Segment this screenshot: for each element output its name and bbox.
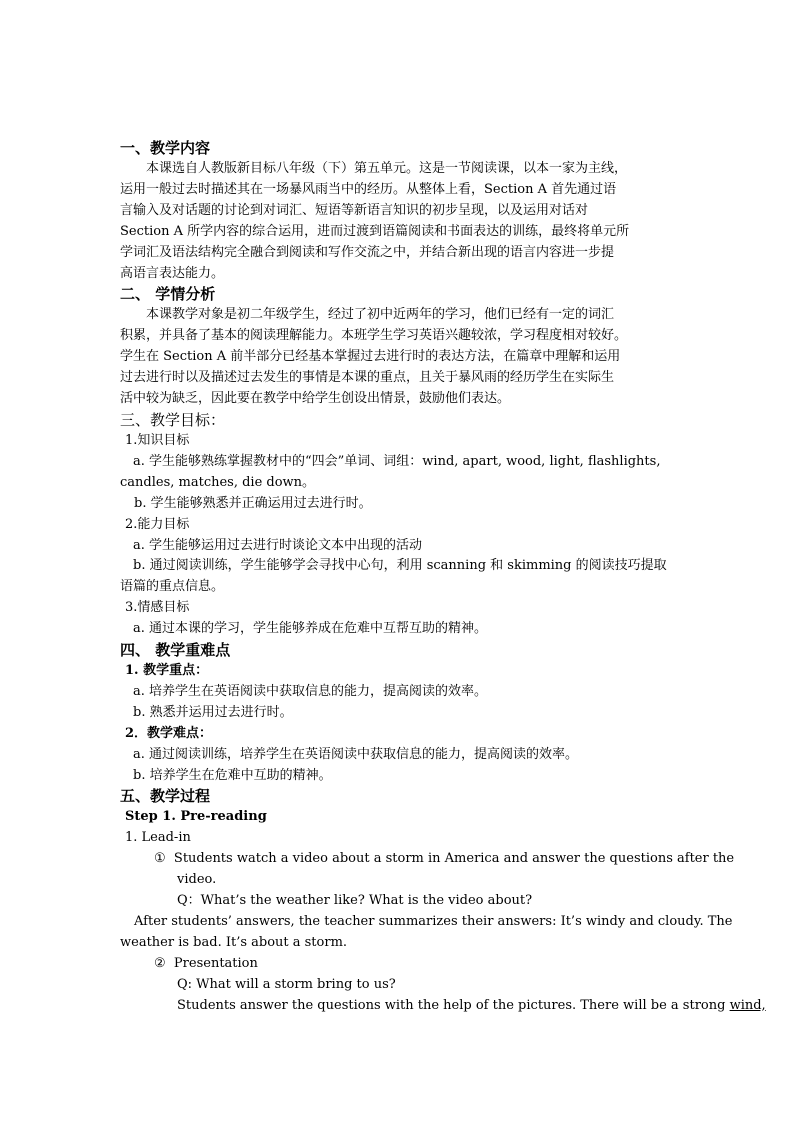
document-page: [120, 138, 766, 1017]
objective-heading: 2.能力目标: [125, 516, 190, 532]
paragraph-line: 学词汇及语法结构完全融合到阅读和写作交流之中，并结合新出现的语言内容进一步提: [120, 244, 615, 260]
difficult-point-item: b. 培养学生在危难中互助的精神。: [133, 767, 332, 783]
difficult-point-item: a. 通过阅读训练，培养学生在英语阅读中获取信息的能力，提高阅读的效率。: [133, 746, 579, 762]
section-title-content: 一、教学内容: [120, 139, 211, 157]
step-item: 1. Lead-in: [125, 830, 191, 846]
step-heading: Step 1. Pre-reading: [125, 809, 267, 825]
question-line: Q: What will a storm bring to us?: [177, 976, 396, 992]
paragraph-line: 过去进行时以及描述过去发生的事情是本课的重点，且关于暴风雨的经历学生在实际生: [120, 370, 615, 386]
objective-heading: 1.知识目标: [125, 432, 190, 448]
section-title-students: 二、 学情分析: [120, 285, 216, 304]
section-title-process: 五、教学过程: [120, 787, 211, 806]
paragraph-line: weather is bad. It’s about a storm.: [120, 934, 348, 950]
paragraph-line: 活中较为缺乏，因此要在教学中给学生创设出情景，鼓励他们表达。: [120, 391, 511, 407]
objective-item: b. 学生能够熟悉并正确运用过去进行时。: [134, 495, 372, 511]
objective-item: b. 通过阅读训练，学生能够学会寻找中心句，利用 scanning 和 skimming 的阅读技巧提取: [133, 558, 667, 574]
objective-item-cont: candles, matches, die down。: [120, 474, 316, 490]
paragraph-line: [120, 996, 766, 1017]
section-title-objectives: 三、教学目标：: [120, 410, 226, 429]
circled-item: [120, 849, 735, 870]
paragraph-line: 本课教学对象是初二年级学生，经过了初中近两年的学习，他们已经有一定的词汇: [146, 307, 615, 323]
paragraph-line: 高语言表达能力。: [120, 265, 225, 281]
paragraph-line: 学生在 Section A 前半部分已经基本掌握过去进行时的表达方法，在篇章中理解和运用: [120, 349, 621, 365]
difficult-point-heading: 2．教学难点：: [125, 725, 213, 741]
objective-item: a. 通过本课的学习，学生能够养成在危难中互帮互助的精神。: [133, 621, 488, 637]
objective-heading: 3.情感目标: [125, 600, 190, 616]
objective-item: a. 学生能够熟练掌握教材中的“四会”单词、词组：wind, apart, wood, light, flashlights,: [133, 453, 661, 469]
key-point-item: b. 熟悉并运用过去进行时。: [133, 704, 293, 720]
key-point-heading: 1. 教学重点：: [125, 663, 209, 679]
picture-answer-text: Students answer the questions with the help of the pictures. There will be a strong: [177, 997, 726, 1013]
circled-item-text: Students watch a video about a storm in America and answer the questions after the: [173, 851, 735, 867]
paragraph-line: Section A 所学内容的综合运用，进而过渡到语篇阅读和书面表达的训练，最终将单元所: [120, 223, 630, 239]
circled-number-two: ②: [154, 955, 166, 971]
key-point-item: a. 培养学生在英语阅读中获取信息的能力，提高阅读的效率。: [133, 683, 488, 699]
circled-item-cont: video.: [177, 872, 217, 888]
circled-item-text: Presentation: [173, 955, 258, 971]
objective-item: a. 学生能够运用过去进行时谈论文本中出现的活动: [133, 537, 423, 553]
circled-number-one: ①: [154, 851, 166, 867]
section-title-key-points: 四、 教学重难点: [120, 641, 231, 660]
paragraph-line: 言输入及对话题的讨论到对词汇、短语等新语言知识的初步呈现，以及运用对话对: [120, 202, 589, 218]
paragraph-line: 本课选自人教版新目标八年级（下）第五单元。这是一节阅读课，以本一家为主线，: [146, 161, 628, 176]
paragraph-line: After students’ answers, the teacher summarizes their answers: It’s windy and cloudy. The: [134, 914, 733, 929]
paragraph-line: 运用一般过去时描述其在一场暴风雨当中的经历。从整体上看，Section A 首先通过语: [120, 181, 617, 197]
objective-item-cont: 语篇的重点信息。: [120, 579, 225, 595]
paragraph-line: 积累，并具备了基本的阅读理解能力。本班学生学习英语兴趣较浓，学习程度相对较好。: [120, 328, 628, 344]
circled-item: [120, 954, 675, 975]
question-line: Q：What’s the weather like? What is the video about?: [177, 893, 533, 909]
underlined-word: wind,: [729, 997, 766, 1013]
